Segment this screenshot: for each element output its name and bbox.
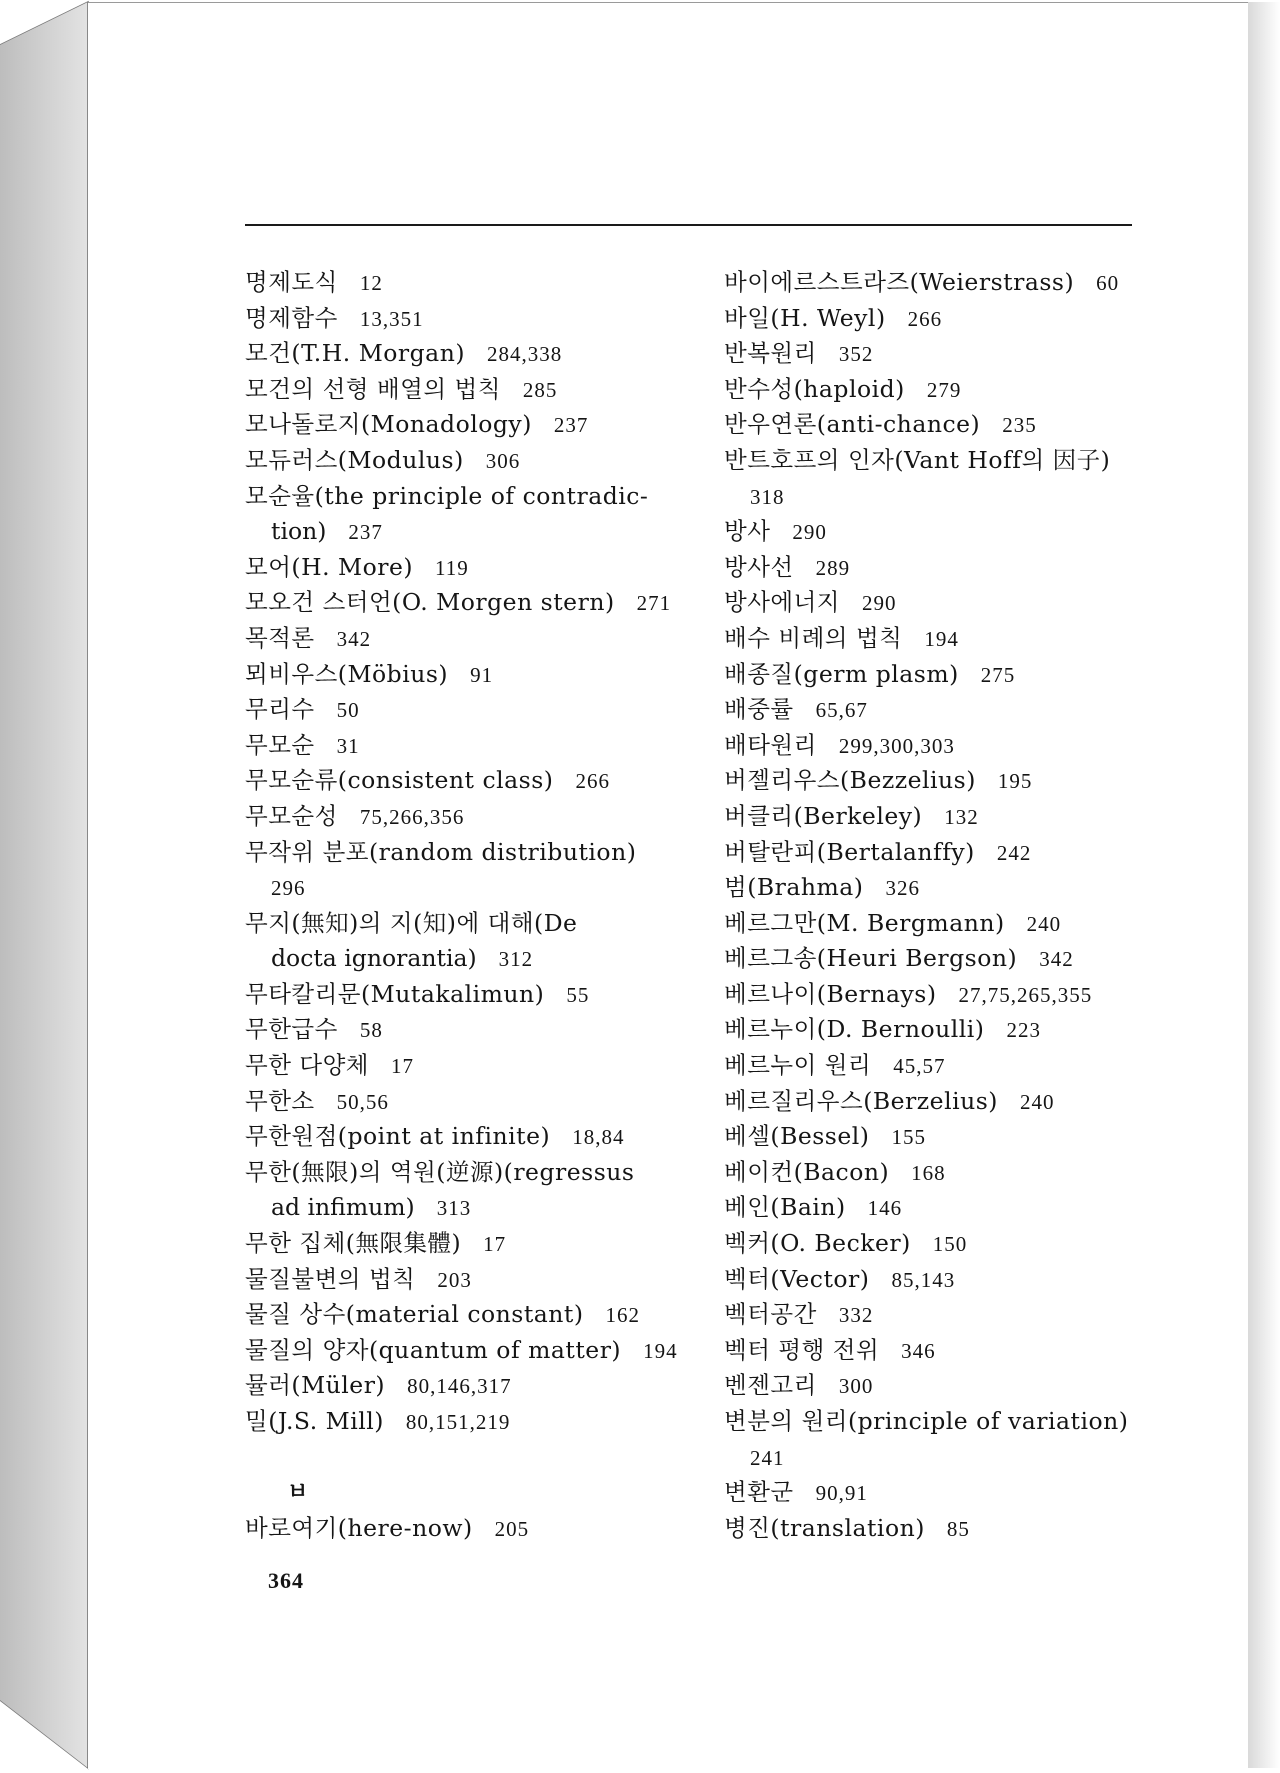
index-term: 베르나이(Bernays)	[724, 979, 937, 1008]
index-entry	[245, 1297, 685, 1333]
index-entry	[245, 550, 685, 586]
index-pages: 65,67	[815, 698, 868, 723]
index-term: 바로여기(here-now)	[245, 1513, 473, 1542]
index-term: 바일(H. Weyl)	[724, 303, 886, 332]
index-entry	[724, 1511, 1154, 1547]
index-term: 벡터(Vector)	[724, 1264, 870, 1293]
index-entry	[724, 1262, 1154, 1298]
index-pages: 342	[1039, 947, 1074, 972]
index-pages: 203	[437, 1267, 472, 1292]
index-term: 벡커(O. Becker)	[724, 1229, 911, 1258]
index-term: 배종질(germ plasm)	[724, 659, 959, 688]
index-term: 변분의 원리(principle of variation)	[724, 1407, 1129, 1435]
index-term: 무한(無限)의 역원(逆源)(regressus	[245, 1157, 635, 1186]
index-pages: 205	[494, 1516, 530, 1541]
index-pages: 266	[907, 306, 943, 331]
index-pages: 242	[996, 840, 1032, 865]
index-pages: 58	[359, 1018, 383, 1043]
index-term: 반복원리	[724, 339, 817, 368]
index-pages: 168	[911, 1160, 946, 1185]
index-term: 바이에르스트라즈(Weierstrass)	[724, 268, 1075, 296]
index-entry	[724, 1368, 1154, 1404]
index-entry	[724, 870, 1154, 906]
index-term: 무한소	[245, 1086, 315, 1115]
index-term: 모오건 스터언(O. Morgen stern)	[245, 588, 615, 617]
index-pages: 289	[815, 555, 851, 580]
index-term: 방사선	[724, 552, 794, 581]
index-entry	[724, 336, 1154, 372]
index-term: 목적론	[245, 623, 315, 652]
index-pages: 271	[636, 591, 672, 616]
index-entry	[245, 621, 685, 657]
index-pages: 85	[946, 1516, 970, 1541]
index-term: 명제함수	[245, 303, 338, 332]
index-term: 베르누이(D. Bernoulli)	[724, 1015, 985, 1044]
index-entry	[245, 799, 685, 835]
index-pages: 194	[924, 626, 959, 651]
index-pages: 27,75,265,355	[958, 982, 1093, 1007]
index-entry	[245, 585, 685, 621]
index-pages: 240	[1026, 911, 1062, 936]
index-pages: 80,151,219	[405, 1410, 511, 1434]
index-entry	[724, 550, 1154, 586]
index-term: 뮬러(Müler)	[245, 1371, 386, 1400]
index-term: 베르질리우스(Berzelius)	[724, 1086, 998, 1115]
index-term: 버클리(Berkeley)	[724, 801, 923, 830]
index-term: 모순율(the principle of contradic-	[245, 481, 649, 510]
index-continuation-text: tion)	[271, 517, 327, 546]
index-term: 명제도식	[245, 268, 338, 296]
index-term: 범(Brahma)	[724, 873, 864, 902]
index-entry	[245, 1404, 685, 1440]
index-entry	[724, 1155, 1154, 1191]
header-rule	[245, 224, 1132, 226]
index-entry	[245, 1368, 685, 1404]
index-pages: 17	[483, 1232, 507, 1257]
index-pages: 12	[359, 271, 383, 295]
index-pages: 279	[926, 377, 962, 402]
index-term: 벤젠고리	[724, 1371, 817, 1400]
index-pages: 90,91	[815, 1481, 868, 1506]
index-term: 무리수	[245, 695, 315, 724]
index-entry	[724, 728, 1154, 764]
index-term: 반수성(haploid)	[724, 374, 905, 403]
index-entry	[724, 1048, 1154, 1084]
index-pages: 290	[792, 520, 827, 545]
index-term: 무지(無知)의 지(知)에 대해(De	[245, 908, 578, 937]
index-term: 모듀러스(Modulus)	[245, 445, 464, 474]
index-entry-continuation	[724, 1440, 1154, 1476]
index-entry-continuation	[245, 1190, 685, 1226]
index-entry	[724, 265, 1154, 301]
index-pages: 326	[885, 876, 920, 901]
index-entry	[245, 443, 685, 479]
index-term: 베르누이 원리	[724, 1051, 872, 1080]
index-entry	[245, 1262, 685, 1298]
index-pages: 306	[485, 448, 521, 473]
index-pages: 241	[750, 1445, 785, 1470]
index-entry	[245, 977, 685, 1013]
index-term: 무모순	[245, 730, 315, 759]
index-term: 병진(translation)	[724, 1513, 925, 1542]
index-term: 모나돌로지(Monadology)	[245, 410, 532, 439]
index-entry-continuation	[245, 870, 685, 906]
index-entry	[724, 585, 1154, 621]
index-entry	[245, 1084, 685, 1120]
index-pages: 352	[838, 342, 874, 367]
index-pages: 45,57	[893, 1054, 946, 1079]
section-heading: ㅂ	[287, 1479, 309, 1506]
index-entry	[724, 1297, 1154, 1333]
index-entry	[245, 1155, 685, 1226]
index-entry	[724, 301, 1154, 337]
index-pages: 60	[1096, 271, 1120, 295]
index-entry	[245, 372, 685, 408]
index-pages: 275	[980, 662, 1016, 687]
index-pages: 13,351	[359, 306, 424, 331]
index-entry	[724, 835, 1154, 871]
index-pages: 150	[932, 1232, 968, 1257]
index-term: 무작위 분포(random distribution)	[245, 837, 637, 866]
index-pages: 50,56	[336, 1089, 389, 1114]
index-pages: 312	[498, 947, 534, 972]
index-term: 모건(T.H. Morgan)	[245, 339, 465, 368]
index-term: 무타칼리문(Mutakalimun)	[245, 979, 545, 1008]
index-entry	[245, 1511, 685, 1547]
index-entry	[245, 692, 685, 728]
index-term: 뫼비우스(Möbius)	[245, 659, 449, 688]
index-entry	[245, 906, 685, 977]
section-gap	[245, 1440, 685, 1476]
index-entry	[245, 1226, 685, 1262]
index-entry	[724, 657, 1154, 693]
index-entry	[245, 657, 685, 693]
index-term: 물질 상수(material constant)	[245, 1300, 584, 1329]
index-pages: 17	[390, 1054, 414, 1079]
index-pages: 342	[336, 626, 372, 651]
index-term: 벡터공간	[724, 1300, 817, 1329]
index-term: 베르그송(Heuri Bergson)	[724, 944, 1018, 973]
index-entry	[724, 1012, 1154, 1048]
index-continuation-text: docta ignorantia)	[271, 944, 477, 973]
index-term: 무모순성	[245, 801, 338, 830]
index-column-left	[245, 265, 685, 1546]
index-entry	[724, 1404, 1154, 1475]
index-term: 밀(J.S. Mill)	[245, 1407, 384, 1435]
index-pages: 162	[605, 1303, 641, 1328]
index-pages: 31	[336, 733, 360, 758]
index-entry	[724, 1190, 1154, 1226]
index-pages: 75,266,356	[359, 804, 465, 829]
index-term: 베르그만(M. Bergmann)	[724, 908, 1005, 937]
index-pages: 290	[862, 591, 897, 616]
index-pages: 318	[750, 484, 785, 509]
index-entry	[724, 977, 1154, 1013]
index-entry	[724, 443, 1154, 514]
index-entry	[724, 1226, 1154, 1262]
index-term: 물질불변의 법칙	[245, 1264, 416, 1293]
index-entry	[724, 514, 1154, 550]
index-entry	[245, 728, 685, 764]
index-pages: 237	[553, 413, 589, 438]
index-entry	[724, 692, 1154, 728]
index-entry	[245, 1333, 685, 1369]
index-pages: 284,338	[487, 342, 563, 367]
index-pages: 223	[1006, 1018, 1041, 1043]
index-pages: 132	[944, 804, 979, 829]
index-term: 베셀(Bessel)	[724, 1122, 870, 1151]
index-term: 베이컨(Bacon)	[724, 1157, 890, 1186]
index-term: 모어(H. More)	[245, 552, 414, 581]
index-pages: 240	[1019, 1089, 1055, 1114]
index-pages: 195	[997, 769, 1033, 794]
index-entry	[724, 1333, 1154, 1369]
index-entry	[245, 1048, 685, 1084]
index-term: 배수 비례의 법칙	[724, 623, 903, 652]
index-pages: 155	[891, 1125, 926, 1150]
index-entry	[245, 265, 685, 301]
index-entry	[724, 799, 1154, 835]
index-term: 방사에너지	[724, 588, 841, 617]
index-pages: 50	[336, 698, 360, 723]
index-term: 베인(Bain)	[724, 1193, 846, 1222]
page-number: 364	[268, 1568, 304, 1593]
index-pages: 346	[901, 1338, 936, 1363]
index-term: 무한 다양체	[245, 1051, 369, 1080]
index-entry	[245, 1119, 685, 1155]
index-pages: 296	[271, 876, 306, 901]
index-pages: 313	[436, 1196, 472, 1221]
index-term: 무한원점(point at infinite)	[245, 1122, 551, 1151]
index-pages: 146	[867, 1196, 903, 1221]
index-entry	[724, 621, 1154, 657]
index-entry	[245, 763, 685, 799]
index-term: 무모순류(consistent class)	[245, 766, 554, 795]
index-term: 배중률	[724, 695, 794, 724]
index-entry	[245, 835, 685, 906]
index-term: 모건의 선형 배열의 법칙	[245, 374, 501, 403]
index-entry	[724, 372, 1154, 408]
index-entry	[245, 336, 685, 372]
index-pages: 299,300,303	[838, 733, 955, 758]
index-pages: 55	[566, 982, 590, 1007]
index-pages: 332	[838, 1303, 874, 1328]
index-entry	[724, 407, 1154, 443]
index-entry	[724, 941, 1154, 977]
index-term: 무한 집체(無限集體)	[245, 1229, 462, 1258]
index-pages: 85,143	[891, 1267, 956, 1292]
index-term: 배타원리	[724, 730, 817, 759]
index-pages: 80,146,317	[407, 1374, 512, 1399]
index-pages: 91	[470, 662, 494, 687]
index-entry	[724, 763, 1154, 799]
index-entry	[724, 1119, 1154, 1155]
index-term: 버젤리우스(Bezzelius)	[724, 766, 976, 795]
index-term: 방사	[724, 517, 771, 546]
index-entry-continuation	[245, 514, 685, 550]
index-pages: 235	[1002, 413, 1037, 438]
index-term: 물질의 양자(quantum of matter)	[245, 1335, 622, 1364]
index-continuation-text: ad infimum)	[271, 1193, 415, 1222]
index-entry	[245, 479, 685, 550]
index-pages: 237	[348, 520, 383, 545]
index-entry	[724, 1475, 1154, 1511]
index-pages: 285	[522, 377, 558, 402]
index-term: 벡터 평행 전위	[724, 1335, 880, 1364]
index-entry	[245, 407, 685, 443]
page-edge-shadow	[1248, 2, 1280, 1768]
index-entry	[245, 301, 685, 337]
index-pages: 18,84	[572, 1125, 625, 1150]
index-term: 변환군	[724, 1478, 794, 1507]
index-column-right	[724, 265, 1154, 1546]
index-term: 무한급수	[245, 1015, 338, 1044]
index-entry	[724, 906, 1154, 942]
index-entry-continuation	[724, 479, 1154, 515]
index-pages: 300	[838, 1374, 874, 1399]
index-term: 버탈란피(Bertalanffy)	[724, 837, 975, 866]
index-pages: 119	[435, 555, 469, 580]
index-pages: 194	[643, 1338, 678, 1363]
index-entry-continuation	[245, 941, 685, 977]
index-entry	[245, 1012, 685, 1048]
index-term: 반트호프의 인자(Vant Hoff의 因子)	[724, 445, 1111, 474]
index-entry	[724, 1084, 1154, 1120]
index-term: 반우연론(anti-chance)	[724, 410, 981, 439]
index-pages: 266	[575, 769, 610, 794]
